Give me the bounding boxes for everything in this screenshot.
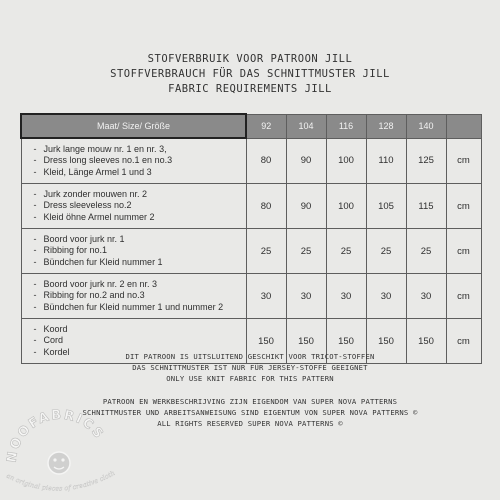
size-header-cell: 92 [246,114,286,138]
item-description [21,184,246,229]
unit-cell: cm [446,319,481,364]
description-line: - Kordel [34,347,242,359]
value-cell: 115 [406,184,446,229]
copyright-line: PATROON EN WERKBESCHRIJVING ZIJN EIGENDOM VAN SUPER NOVA PATTERNS [102,397,398,406]
unit-cell: cm [446,184,481,229]
value-cell: 25 [366,229,406,274]
description-line: - Kleid, Länge Armel 1 und 3 [34,167,242,179]
value-cell: 30 [246,274,286,319]
unit-header-cell [446,114,481,138]
description-line: - Boord voor jurk nr. 2 en nr. 3 [34,279,242,291]
description-line: - Ribbing for no.2 and no.3 [34,290,242,302]
value-cell: 30 [326,274,366,319]
value-cell: 25 [406,229,446,274]
size-header-label: Maat/ Size/ Größe [21,114,246,138]
value-cell: 150 [406,319,446,364]
value-cell: 105 [366,184,406,229]
item-description [21,274,246,319]
table-row [21,138,481,184]
table-row [21,274,481,319]
copyright-line: ALL RIGHTS RESERVED SUPER NOVA PATTERNS © [157,419,343,428]
value-cell: 90 [286,138,326,184]
value-cell: 30 [406,274,446,319]
description-line: - Dress long sleeves no.1 en no.3 [34,155,242,167]
title-german: STOFFVERBRAUCH FÜR DAS SCHNITTMUSTER JILL [110,68,390,80]
value-cell: 90 [286,184,326,229]
value-cell: 80 [246,138,286,184]
title-dutch: STOFVERBRUIK VOOR PATROON JILL [147,53,353,65]
value-cell: 150 [366,319,406,364]
notice-line: ONLY USE KNIT FABRIC FOR THIS PATTERN [166,374,334,383]
watermark-logo [2,405,117,500]
table-row [21,229,481,274]
item-description [21,229,246,274]
description-line: - Dress sleeveless no.2 [34,200,242,212]
description-line: - Jurk lange mouw nr. 1 en nr. 3, [34,144,242,156]
unit-cell: cm [446,274,481,319]
notice-line: DIT PATROON IS UITSLUITEND GESCHIKT VOOR TRICOT-STOFFEN [125,352,375,361]
value-cell: 110 [366,138,406,184]
size-header-cell: 140 [406,114,446,138]
description-line: - Bündchen fur Kleid nummer 1 und nummer 2 [34,302,242,314]
description-line: - Ribbing for no.1 [34,245,242,257]
copyright-line: SCHNITTMUSTER UND ARBEITSANWEISUNG SIND EIGENTUM VON SUPER NOVA PATTERNS © [82,408,418,417]
description-line: - Boord voor jurk nr. 1 [34,234,242,246]
description-line: - Koord [34,324,242,336]
fabric-notice [0,351,500,384]
notice-line: DAS SCHNITTMUSTER IST NUR FÜR JERSEY-STOFFE GEEIGNET [132,363,368,372]
table-header-row [21,114,481,138]
value-cell: 25 [246,229,286,274]
description-line: - Kleid öhne Armel nummer 2 [34,212,242,224]
description-line: - Cord [34,335,242,347]
value-cell: 150 [286,319,326,364]
fabric-requirements-table [20,113,482,364]
value-cell: 150 [246,319,286,364]
size-header-cell: 104 [286,114,326,138]
description-line: - Bündchen fur Kleid nummer 1 [34,257,242,269]
value-cell: 30 [286,274,326,319]
value-cell: 100 [326,184,366,229]
size-header-cell: 128 [366,114,406,138]
title-english: FABRIC REQUIREMENTS JILL [168,83,332,95]
size-header-cell: 116 [326,114,366,138]
table-row [21,184,481,229]
value-cell: 150 [326,319,366,364]
unit-cell: cm [446,229,481,274]
title-block [0,52,500,97]
value-cell: 30 [366,274,406,319]
watermark-brand: NOOFABRICS [4,407,107,464]
description-line: - Jurk zonder mouwen nr. 2 [34,189,242,201]
watermark-tagline: an original pieces of creative cloth [5,468,117,493]
unit-cell: cm [446,138,481,184]
value-cell: 80 [246,184,286,229]
value-cell: 125 [406,138,446,184]
value-cell: 100 [326,138,366,184]
item-description [21,138,246,184]
value-cell: 25 [286,229,326,274]
value-cell: 25 [326,229,366,274]
